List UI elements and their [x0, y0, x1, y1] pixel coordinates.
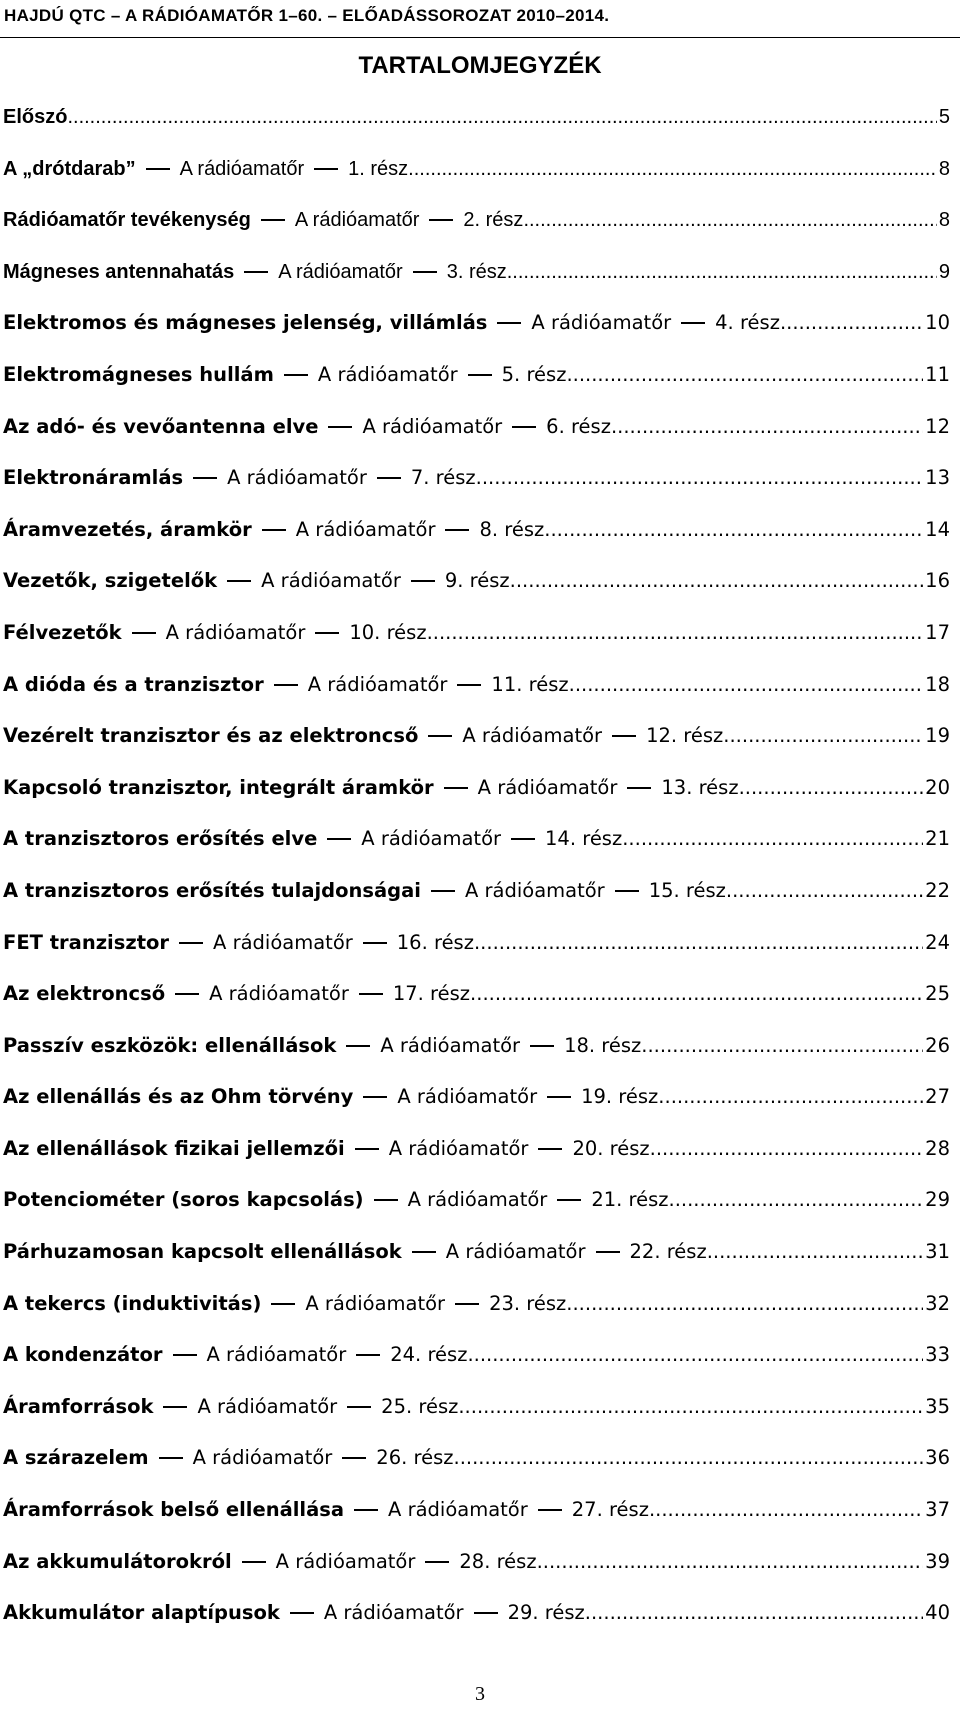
- toc-entry-dash: [163, 1406, 187, 1408]
- toc-entry-series: A rádióamatőr: [179, 157, 305, 180]
- toc-entry-dash: [346, 1045, 370, 1047]
- toc-entry-title: A dióda és a tranzisztor: [3, 672, 264, 696]
- toc-entry-dash: [132, 632, 156, 634]
- toc-entry-title: Elektronáramlás: [3, 466, 184, 490]
- toc-entry-page-number: 11: [925, 362, 950, 386]
- toc-entry-dash: [413, 271, 437, 273]
- toc-entry-title: A tekercs (induktivitás): [3, 1291, 262, 1315]
- toc-entry-series: A rádióamatőr: [197, 1394, 338, 1418]
- toc-entry-page-number: 29: [925, 1188, 950, 1212]
- toc-entry-dash: [377, 477, 401, 479]
- toc-entry-title: A „drótdarab”: [3, 157, 136, 180]
- toc-entry-leader-dots: [474, 920, 923, 966]
- toc-entry-series: A rádióamatőr: [206, 1343, 347, 1367]
- toc-entry-series: A rádióamatőr: [531, 311, 672, 335]
- toc-entry-leader-dots: [707, 1229, 923, 1275]
- toc-entry-part: 8. rész: [479, 517, 545, 541]
- toc-entry-series: A rádióamatőr: [323, 1601, 464, 1625]
- toc-entry[interactable]: [3, 1590, 950, 1642]
- toc-entry-title: Elektromágneses hullám: [3, 362, 274, 386]
- toc-entry-leader-dots: [780, 300, 923, 346]
- toc-entry-series: A rádióamatőr: [305, 1291, 446, 1315]
- toc-entry-part: 18. rész: [564, 1033, 642, 1057]
- toc-entry-page-number: 18: [925, 672, 950, 696]
- toc-entry[interactable]: [3, 1384, 950, 1436]
- toc-entry-part: 5. rész: [501, 362, 567, 386]
- toc-entry-leader-dots: [427, 610, 924, 656]
- toc-entry[interactable]: [3, 1074, 950, 1126]
- toc-entry-dash: [227, 580, 251, 582]
- toc-entry-leader-dots: [723, 713, 923, 759]
- toc-entry-series: A rádióamatőr: [213, 930, 353, 954]
- toc-entry[interactable]: [3, 765, 950, 817]
- toc-entry-series: A rádióamatőr: [295, 517, 436, 541]
- toc-entry-leader-dots: [523, 197, 936, 243]
- toc-entry-title: Az elektroncső: [3, 982, 166, 1006]
- toc-entry-dash: [511, 838, 535, 840]
- toc-entry-page-number: 16: [925, 569, 950, 593]
- toc-entry-dash: [497, 322, 521, 324]
- toc-entry-leader-dots: [67, 94, 936, 140]
- toc-entry-part: 15. rész: [648, 878, 726, 902]
- toc-entry-part: 28. rész: [459, 1549, 537, 1573]
- toc-entry-dash: [445, 529, 469, 531]
- toc-entry-page-number: 33: [925, 1343, 950, 1367]
- toc-entry-leader-dots: [467, 1332, 923, 1378]
- toc-entry[interactable]: [3, 1487, 950, 1539]
- toc-entry[interactable]: [3, 404, 950, 456]
- toc-entry-part: 24. rész: [390, 1343, 468, 1367]
- toc-entry-dash: [538, 1148, 562, 1150]
- toc-entry-page-number: 31: [925, 1240, 950, 1264]
- toc-entry-page-number: 35: [925, 1394, 950, 1418]
- toc-entry-series: A rádióamatőr: [192, 1446, 333, 1470]
- toc-entry-title: Áramforrások belső ellenállása: [3, 1498, 345, 1522]
- toc-entry[interactable]: [3, 507, 950, 559]
- toc-entry-dash: [261, 219, 285, 221]
- toc-entry-title: A kondenzátor: [3, 1343, 163, 1367]
- toc-entry[interactable]: [3, 300, 950, 352]
- toc-entry-leader-dots: [476, 455, 924, 501]
- toc-entry-part: 20. rész: [572, 1136, 650, 1160]
- toc-entry-dash: [547, 1096, 571, 1098]
- toc-entry[interactable]: [3, 1539, 950, 1591]
- toc-entry-page-number: 9: [938, 260, 950, 283]
- toc-entry-dash: [627, 787, 651, 789]
- toc-entry-title: Az ellenállás és az Ohm törvény: [3, 1085, 354, 1109]
- toc-entry-page-number: 14: [925, 517, 950, 541]
- toc-entry-dash: [290, 1612, 314, 1614]
- toc-entry-leader-dots: [726, 868, 923, 914]
- toc-entry-dash: [159, 1457, 183, 1459]
- toc-entry-dash: [242, 1561, 266, 1563]
- toc-entry-series: A rádióamatőr: [275, 1549, 416, 1573]
- toc-entry-part: 26. rész: [376, 1446, 454, 1470]
- toc-entry-page-number: 12: [925, 414, 950, 438]
- toc-entry-dash: [356, 1354, 380, 1356]
- toc-entry-series: A rádióamatőr: [397, 1085, 538, 1109]
- toc-entry-leader-dots: [739, 765, 924, 811]
- toc-entry-leader-dots: [510, 558, 924, 604]
- toc-entry[interactable]: [3, 352, 950, 404]
- toc-entry-title: Előszó: [3, 106, 68, 128]
- toc-entry-part: 19. rész: [581, 1085, 659, 1109]
- toc-entry-series: A rádióamatőr: [165, 620, 306, 644]
- toc-entry-title: Áramvezetés, áramkör: [3, 517, 252, 541]
- toc-entry[interactable]: [3, 610, 950, 662]
- toc-entry-page-number: 40: [925, 1601, 950, 1625]
- toc-entry-dash: [425, 1561, 449, 1563]
- toc-entry-series: A rádióamatőr: [227, 466, 367, 490]
- toc-entry-dash: [193, 477, 217, 479]
- toc-entry-series: A rádióamatőr: [362, 414, 503, 438]
- toc-entry[interactable]: [3, 662, 950, 714]
- toc-entry-title: Kapcsoló tranzisztor, integrált áramkör: [3, 775, 434, 799]
- toc-entry-dash: [146, 168, 170, 170]
- toc-entry-part: 14. rész: [545, 827, 623, 851]
- toc-entry-title: FET tranzisztor: [3, 930, 170, 954]
- toc-entry-title: Akkumulátor alaptípusok: [3, 1601, 280, 1625]
- toc-entry-title: Mágneses antennahatás: [3, 260, 235, 283]
- toc-entry-series: A rádióamatőr: [388, 1498, 528, 1522]
- toc-entry-dash: [173, 1354, 197, 1356]
- toc-entry-part: 11. rész: [491, 672, 569, 696]
- toc-entry-part: 4. rész: [715, 311, 780, 335]
- toc-entry-title: A tranzisztoros erősítés elve: [3, 827, 318, 851]
- toc-entry-leader-dots: [611, 404, 923, 450]
- toc-entry-page-number: 37: [925, 1498, 950, 1522]
- toc-entry[interactable]: [3, 1332, 950, 1384]
- toc-entry[interactable]: [3, 455, 950, 507]
- toc-entry-dash: [612, 735, 636, 737]
- toc-entry-dash: [354, 1509, 378, 1511]
- toc-entry-title: Az ellenállások fizikai jellemzői: [3, 1136, 345, 1160]
- toc-entry-series: A rádióamatőr: [307, 672, 448, 696]
- toc-entry-title: Vezetők, szigetelők: [3, 569, 218, 593]
- toc-entry-leader-dots: [585, 1590, 923, 1636]
- toc-entry-leader-dots: [566, 352, 923, 398]
- toc-entry-dash: [363, 942, 387, 944]
- toc-entry-leader-dots: [507, 249, 937, 295]
- toc-entry[interactable]: [3, 1126, 950, 1178]
- toc-entry-series: A rádióamatőr: [462, 724, 603, 748]
- toc-entry-dash: [431, 890, 455, 892]
- toc-entry-dash: [315, 632, 339, 634]
- toc-entry-page-number: 17: [925, 620, 950, 644]
- toc-entry-leader-dots: [622, 816, 923, 862]
- toc-entry-dash: [429, 219, 453, 221]
- toc-entry-title: Rádióamatőr tevékenység: [3, 209, 251, 232]
- toc-entry-part: 29. rész: [507, 1601, 585, 1625]
- toc-entry-part: 21. rész: [591, 1188, 669, 1212]
- toc-entry-leader-dots: [470, 971, 923, 1017]
- toc-entry-part: 7. rész: [410, 466, 476, 490]
- toc-entry-series: A rádióamatőr: [388, 1136, 529, 1160]
- toc-entry[interactable]: [3, 868, 950, 920]
- toc-entry[interactable]: [3, 713, 950, 765]
- toc-entry-page-number: 19: [925, 724, 950, 748]
- toc-entry-dash: [681, 322, 705, 324]
- toc-entry-dash: [444, 787, 468, 789]
- toc-entry-dash: [328, 426, 352, 428]
- toc-entry-dash: [327, 838, 351, 840]
- toc-entry-dash: [468, 374, 492, 376]
- toc-entry-dash: [314, 168, 338, 170]
- toc-entry-series: A rádióamatőr: [380, 1033, 521, 1057]
- toc-entry-dash: [474, 1612, 498, 1614]
- toc-entry-leader-dots: [454, 1435, 924, 1481]
- toc-entry-page-number: 27: [925, 1085, 950, 1109]
- toc-entry-leader-dots: [641, 1023, 923, 1069]
- toc-entry-page-number: 25: [925, 982, 950, 1006]
- toc-entry-series: A rádióamatőr: [407, 1188, 548, 1212]
- toc-entry-page-number: 21: [925, 827, 950, 851]
- toc-entry-dash: [271, 1303, 295, 1305]
- toc-entry-series: A rádióamatőr: [317, 362, 458, 386]
- toc-entry-dash: [411, 580, 435, 582]
- toc-entry-leader-dots: [566, 1281, 923, 1327]
- page-number: 3: [475, 1683, 485, 1705]
- toc-entry[interactable]: [3, 197, 950, 249]
- toc-entry-part: 23. rész: [489, 1291, 567, 1315]
- toc-entry-page-number: 13: [925, 466, 950, 490]
- toc-entry-series: A rádióamatőr: [209, 982, 349, 1006]
- toc-entry-part: 9. rész: [444, 569, 510, 593]
- toc-entry-leader-dots: [649, 1487, 923, 1533]
- toc-entry-leader-dots: [658, 1074, 923, 1120]
- toc-entry-page-number: 32: [925, 1291, 950, 1315]
- table-of-contents: [3, 94, 950, 1642]
- toc-entry-leader-dots: [458, 1384, 923, 1430]
- toc-entry-page-number: 5: [938, 106, 950, 128]
- toc-entry-page-number: 28: [925, 1136, 950, 1160]
- toc-entry-leader-dots: [569, 662, 924, 708]
- toc-entry-dash: [457, 684, 481, 686]
- toc-entry-series: A rádióamatőr: [477, 775, 618, 799]
- toc-entry-dash: [359, 993, 383, 995]
- toc-entry-part: 17. rész: [392, 982, 471, 1006]
- toc-entry[interactable]: [3, 971, 950, 1023]
- toc-entry-page-number: 22: [925, 878, 950, 902]
- running-header: [0, 4, 960, 38]
- toc-entry[interactable]: [3, 558, 950, 610]
- toc-entry-part: 16. rész: [396, 930, 474, 954]
- toc-entry[interactable]: [3, 1023, 950, 1075]
- toc-entry-dash: [596, 1251, 620, 1253]
- toc-entry-title: A szárazelem: [3, 1446, 149, 1470]
- running-header-text: HAJDÚ QTC – A RÁDIÓAMATŐR 1–60. – ELŐADÁSSOROZAT 2010–2014.: [4, 6, 610, 25]
- toc-entry-page-number: 8: [938, 157, 950, 180]
- toc-entry-leader-dots: [650, 1126, 924, 1172]
- toc-entry-title: Az adó- és vevőantenna elve: [3, 414, 319, 438]
- toc-entry-title: Félvezetők: [3, 620, 122, 644]
- toc-entry[interactable]: [3, 94, 950, 146]
- toc-entry-title: Párhuzamosan kapcsolt ellenállások: [3, 1240, 402, 1264]
- toc-entry-part: 12. rész: [646, 724, 724, 748]
- toc-entry-dash: [557, 1199, 581, 1201]
- toc-entry-series: A rádióamatőr: [278, 260, 403, 283]
- toc-entry-part: 13. rész: [661, 775, 739, 799]
- page-title: TARTALOMJEGYZÉK: [358, 52, 602, 79]
- toc-entry-dash: [355, 1148, 379, 1150]
- toc-entry[interactable]: [3, 249, 950, 301]
- toc-entry-page-number: 24: [925, 930, 950, 954]
- toc-entry-leader-dots: [537, 1539, 924, 1585]
- toc-entry-dash: [347, 1406, 371, 1408]
- toc-entry[interactable]: [3, 1229, 950, 1281]
- toc-entry-leader-dots: [669, 1177, 924, 1223]
- toc-entry-title: Az akkumulátorokról: [3, 1549, 232, 1573]
- toc-entry-dash: [538, 1509, 562, 1511]
- toc-entry-part: 2. rész: [463, 209, 524, 232]
- toc-entry-part: 3. rész: [446, 260, 507, 283]
- toc-entry[interactable]: [3, 920, 950, 972]
- toc-entry-page-number: 39: [925, 1549, 950, 1573]
- toc-entry-title: Potenciométer (soros kapcsolás): [3, 1188, 364, 1212]
- toc-entry-dash: [428, 735, 452, 737]
- toc-entry-part: 10. rész: [349, 620, 427, 644]
- toc-entry-page-number: 10: [925, 311, 950, 335]
- toc-entry-part: 1. rész: [348, 157, 409, 180]
- toc-entry-series: A rádióamatőr: [261, 569, 401, 593]
- toc-entry-part: 6. rész: [546, 414, 611, 438]
- toc-entry-title: A tranzisztoros erősítés tulajdonságai: [3, 878, 421, 902]
- toc-entry-dash: [363, 1096, 387, 1098]
- toc-entry-page-number: 26: [925, 1033, 950, 1057]
- toc-entry-part: 22. rész: [629, 1240, 707, 1264]
- toc-entry-dash: [512, 426, 536, 428]
- toc-entry-dash: [455, 1303, 479, 1305]
- toc-entry-dash: [374, 1199, 398, 1201]
- toc-entry-dash: [262, 529, 286, 531]
- toc-entry-dash: [244, 271, 268, 273]
- toc-entry-page-number: 8: [938, 209, 950, 232]
- toc-entry-dash: [530, 1045, 554, 1047]
- toc-entry-series: A rádióamatőr: [361, 827, 502, 851]
- toc-entry-title: Elektromos és mágneses jelenség, villámlás: [3, 311, 488, 335]
- toc-entry-part: 27. rész: [571, 1498, 649, 1522]
- toc-entry-dash: [274, 684, 298, 686]
- toc-entry-series: A rádióamatőr: [464, 878, 605, 902]
- toc-entry-series: A rádióamatőr: [294, 209, 420, 232]
- toc-entry[interactable]: [3, 1177, 950, 1229]
- toc-entry-page-number: 20: [925, 775, 950, 799]
- toc-entry-title: Vezérelt tranzisztor és az elektroncső: [3, 724, 419, 748]
- toc-entry-dash: [342, 1457, 366, 1459]
- toc-entry-dash: [175, 993, 199, 995]
- toc-entry-series: A rádióamatőr: [445, 1240, 586, 1264]
- toc-entry-dash: [615, 890, 639, 892]
- toc-entry-dash: [179, 942, 203, 944]
- toc-entry-leader-dots: [544, 507, 923, 553]
- toc-entry-leader-dots: [408, 146, 937, 192]
- toc-entry-part: 25. rész: [381, 1394, 459, 1418]
- toc-entry-title: Áramforrások: [3, 1394, 154, 1418]
- toc-entry-page-number: 36: [925, 1446, 950, 1470]
- toc-entry-dash: [412, 1251, 436, 1253]
- toc-entry[interactable]: [3, 816, 950, 868]
- toc-entry[interactable]: [3, 1281, 950, 1333]
- toc-entry-title: Passzív eszközök: ellenállások: [3, 1033, 337, 1057]
- toc-entry[interactable]: [3, 146, 950, 198]
- toc-entry[interactable]: [3, 1435, 950, 1487]
- toc-entry-dash: [284, 374, 308, 376]
